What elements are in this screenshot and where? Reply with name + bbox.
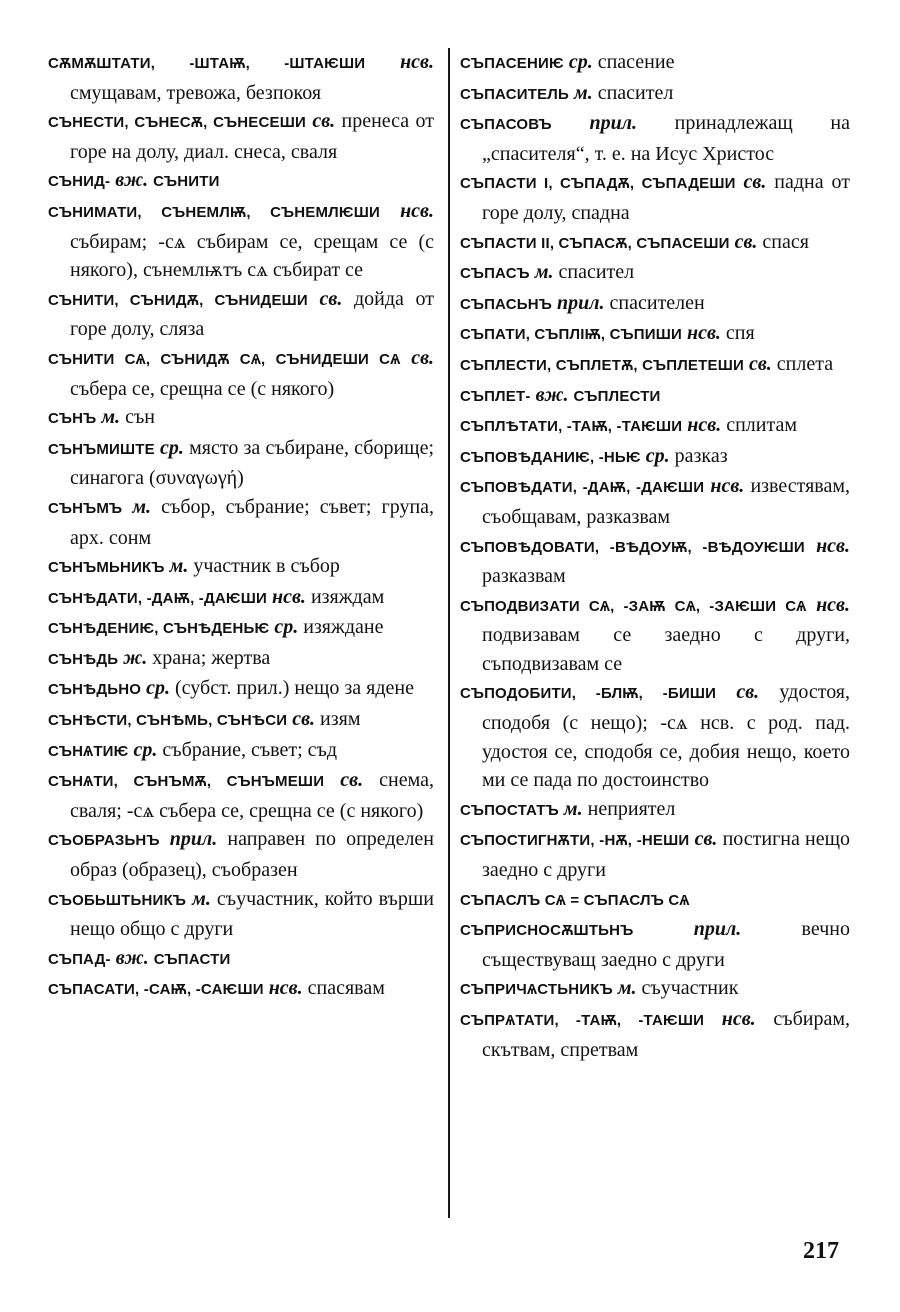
definition: удостоя, сподобя (с нещо); -сѧ нсв. с род. пад. удостоя се, сподобя се, добия нещо, което ми се пада по достоинство (482, 681, 851, 792)
grammar-label: м. (101, 406, 121, 429)
headword: СЪОБЬШТЬНИКЪ (48, 891, 187, 909)
headword: СЪНѢДЕНИѤ, СЪНѢДЕНЬѤ (48, 620, 270, 638)
definition: спасител (558, 261, 635, 284)
grammar-label: нсв. (816, 534, 850, 557)
definition: принадлежащ на „спасителя“, т. е. на Исус Христос (482, 112, 851, 165)
headword: СЪПРИЧѦСТЬНИКЪ (460, 981, 613, 999)
dictionary-entry (48, 285, 434, 344)
grammar-label: прил. (169, 828, 218, 851)
dictionary-entry (460, 289, 850, 320)
grammar-label: нсв. (687, 414, 722, 437)
definition: спасителен (609, 291, 705, 314)
headword: СЪНѢДАТИ, -ДАѬ, -ДАѤШИ (48, 589, 268, 607)
dictionary-entry (48, 974, 434, 1005)
definition: изям (320, 708, 361, 731)
dictionary-entry (48, 197, 434, 285)
dictionary-entry (48, 552, 434, 583)
definition: неприятел (587, 797, 676, 820)
dictionary-entry (48, 107, 434, 166)
grammar-label: св. (694, 828, 718, 851)
headword: СЪНЪМИШТЕ (48, 440, 155, 458)
grammar-label: м. (169, 555, 189, 578)
definition: подвизавам се заедно с други, съподвизавам се (482, 624, 850, 675)
definition: участник в събор (193, 555, 340, 578)
definition: сплета (776, 352, 834, 375)
grammar-label: ср. (274, 616, 299, 639)
headword: СЪНИМАТИ, СЪНЕМЛѬ, СЪНЕМЛѤШИ (48, 203, 380, 221)
definition: разказ (674, 444, 728, 467)
grammar-label: нсв. (268, 977, 303, 1000)
definition: спасение (597, 51, 675, 73)
grammar-label: св. (734, 230, 758, 253)
headword: СЪПЛЕТ- (460, 387, 531, 405)
grammar-label: м. (563, 797, 583, 820)
definition: спасявам (307, 977, 385, 1000)
definition: съучастник (641, 977, 739, 1000)
column-divider (448, 48, 450, 1218)
dictionary-entry (460, 109, 850, 168)
dictionary-entry (460, 258, 850, 289)
dictionary-entry (48, 644, 434, 675)
dictionary-entry (460, 228, 850, 259)
grammar-label: нсв. (400, 199, 434, 222)
definition: вечно съществуващ заедно с други (482, 918, 850, 971)
cross-reference: СЪНИТИ (153, 173, 220, 191)
headword: СЪПАСЕНИѤ (460, 55, 564, 72)
headword: СЪПЛЕСТИ, СЪПЛЕТѪ, СЪПЛЕТЕШИ (460, 356, 744, 374)
grammar-label: ср. (160, 436, 184, 459)
headword: СЪПАТИ, СЪПЛІѬ, СЪПИШИ (460, 326, 682, 344)
dictionary-entry (48, 705, 434, 736)
grammar-label: ср. (645, 444, 670, 467)
grammar-label: вж. (535, 383, 569, 406)
dictionary-entry (48, 766, 434, 825)
definition: събера се, срещна се (с някого) (70, 377, 335, 400)
headword: СЪПАСТИ I, СЪПАДѪ, СЪПАДЕШИ (460, 175, 736, 193)
headword: СЪПРѦТАТИ, -ТАѬ, -ТАѤШИ (460, 1012, 705, 1029)
headword: СѪМѪШТАТИ, -ШТАѬ, -ШТАѤШИ (48, 55, 366, 72)
grammar-label: св. (743, 171, 767, 194)
grammar-label: св. (319, 287, 343, 310)
dictionary-entry (48, 944, 434, 975)
definition: снема, сваля; -сѧ събера се, срещна се (с някого) (70, 769, 435, 822)
definition: постигна нещо заедно с други (482, 828, 851, 882)
grammar-label: прил. (589, 112, 637, 135)
dictionary-entry (460, 885, 850, 916)
dictionary-entry (460, 381, 850, 412)
dictionary-entry (460, 591, 850, 679)
grammar-label: прил. (557, 291, 605, 314)
definition: сплитам (726, 414, 797, 437)
headword: СЪНИТИ СѦ, СЪНИДѪ СѦ, СЪНИДЕШИ СѦ (48, 350, 401, 368)
headword: СЪПАСЪ (460, 265, 530, 283)
cross-reference: СЪПАСТИ (153, 950, 231, 968)
grammar-label: ж. (123, 646, 148, 669)
dictionary-entry (460, 974, 850, 1005)
grammar-label: прил. (693, 918, 742, 941)
grammar-label: св. (292, 708, 316, 731)
definition: (субст. прил.) нещо за ядене (175, 677, 414, 700)
dictionary-entry (460, 795, 850, 826)
dictionary-entry (460, 411, 850, 442)
headword: СЪПАСИТЕЛЬ (460, 85, 570, 103)
definition: събрание, съвет; съд (162, 738, 338, 761)
definition: спася (762, 230, 809, 253)
dictionary-entry (460, 825, 850, 884)
definition: пренеса от горе на долу, диал. снеса, сваля (70, 110, 434, 163)
grammar-label: вж. (115, 169, 149, 192)
definition: смущавам, тревожа, безпокоя (70, 81, 322, 104)
grammar-label: м. (617, 977, 637, 1000)
definition: събирам; -сѧ събирам се, срещам се (с някого), сънемлѭтъ сѧ събират се (70, 230, 434, 282)
definition: събирам, скътвам, спретвам (482, 1008, 851, 1061)
headword: СЪОБРАЗЬНЪ (48, 832, 160, 850)
dictionary-entry (460, 168, 850, 227)
grammar-label: нсв. (710, 475, 745, 498)
dictionary-entry (48, 674, 434, 705)
dictionary-entry (460, 319, 850, 350)
page-number: 217 (803, 1238, 839, 1264)
dictionary-entry (460, 678, 850, 794)
headword: СЪПОСТИГНѪТИ, -НѪ, -НЕШИ (460, 832, 690, 850)
headword: СЪПОВѢДАНИѤ, -НЬѤ (460, 448, 641, 466)
grammar-label: нсв. (400, 51, 434, 73)
headword: СЪПАСТИ II, СЪПАСѪ, СЪПАСЕШИ (460, 234, 730, 252)
headword: СЪНѦТИ, СЪНЪМѪ, СЪНЪМЕШИ (48, 773, 325, 791)
grammar-label: нсв. (272, 585, 306, 608)
cross-reference: СЪПЛЕСТИ (573, 387, 661, 405)
definition: падна от горе долу, спадна (482, 171, 851, 224)
headword: СЪНЪ (48, 410, 97, 428)
grammar-label: нсв. (721, 1008, 756, 1030)
headword: СЪНЪМЪ (48, 499, 123, 517)
dictionary-entry (48, 493, 434, 552)
dictionary-entry (48, 344, 434, 403)
dictionary-entry (48, 434, 434, 493)
headword: СЪПРИСНОСѪШТЬНЪ (460, 922, 634, 940)
headword: СЪНѢСТИ, СЪНѢМЬ, СЪНѢСИ (48, 712, 288, 730)
dictionary-entry (48, 885, 434, 944)
definition: събор, събрание; съвет; група, арх. сонм (70, 495, 435, 549)
right-column (460, 48, 850, 1064)
headword: СЪПОВѢДАТИ, -ДАѬ, -ДАѤШИ (460, 479, 705, 497)
grammar-label: св. (312, 110, 336, 133)
grammar-label: св. (748, 352, 772, 375)
definition: изяждам (310, 585, 385, 608)
grammar-label: ср. (568, 51, 593, 73)
headword: СЪНЕСТИ, СЪНЕСѪ, СЪНЕСЕШИ (48, 114, 306, 132)
dictionary-entry (460, 915, 850, 974)
definition: дойда от горе долу, сляза (70, 287, 434, 341)
headword: СЪНИТИ, СЪНИДѪ, СЪНИДЕШИ (48, 291, 308, 309)
grammar-label: м. (574, 81, 593, 104)
headword: СЪПАСЬНЪ (460, 295, 553, 313)
headword: СЪПОВѢДОВАТИ, -ВѢДОУѬ, -ВѢДОУѤШИ (460, 538, 805, 556)
headword: СЪНИД- (48, 173, 111, 191)
definition: съучастник, който върши нещо общо с други (70, 887, 435, 941)
definition: изяждане (303, 616, 384, 639)
grammar-label: св. (736, 681, 760, 704)
dictionary-entry (48, 583, 434, 614)
dictionary-entry (48, 736, 434, 767)
grammar-label: нсв. (686, 322, 721, 345)
dictionary-entry (48, 825, 434, 884)
dictionary-entry (48, 166, 434, 197)
dictionary-entry (460, 350, 850, 381)
headword: СЪПОДОБИТИ, -БЛѬ, -БИШИ (460, 685, 717, 703)
dictionary-entry (460, 532, 850, 591)
dictionary-entry (460, 472, 850, 531)
definition: спя (725, 322, 755, 345)
dictionary-entry (460, 48, 850, 79)
grammar-label: м. (132, 495, 152, 518)
headword: СЪНЪМЬНИКЪ (48, 559, 165, 577)
grammar-label: нсв. (816, 593, 850, 616)
definition: разказвам (482, 565, 566, 588)
headword: СЪПАСЛЪ СѦ = СЪПАСЛЪ СѦ (460, 891, 690, 909)
headword: СЪНѦТИѤ (48, 742, 129, 760)
dictionary-entry (48, 613, 434, 644)
dictionary-entry (48, 48, 434, 107)
headword: СЪПАСОВЪ (460, 116, 552, 134)
grammar-label: вж. (115, 946, 149, 969)
headword: СЪПАСАТИ, -САѬ, -САѤШИ (48, 981, 264, 999)
definition: сън (125, 406, 155, 429)
grammar-label: ср. (133, 738, 158, 761)
definition: спасител (597, 81, 674, 104)
grammar-label: м. (534, 261, 554, 284)
headword: СЪПАД- (48, 950, 111, 968)
grammar-label: м. (192, 887, 211, 910)
dictionary-entry (460, 1005, 850, 1064)
headword: СЪНѢДЬ (48, 650, 119, 668)
grammar-label: св. (411, 346, 435, 369)
headword: СЪПОДВИЗАТИ СѦ, -ЗАѬ СѦ, -ЗАѤШИ СѦ (460, 597, 807, 615)
definition: направен по определен образ (образец), съобразен (70, 828, 435, 882)
definition: известявам, съобщавам, разказвам (482, 475, 851, 528)
dictionary-entry (460, 79, 850, 110)
definition: място за събиране, сборище; синагога (συναγωγή) (70, 436, 434, 490)
dictionary-entry (460, 442, 850, 473)
dictionary-entry (48, 403, 434, 434)
headword: СЪПЛѢТАТИ, -ТАѬ, -ТАѤШИ (460, 418, 683, 436)
headword: СЪНѢДЬНО (48, 681, 142, 699)
headword: СЪПОСТАТЪ (460, 801, 559, 819)
grammar-label: ср. (146, 677, 171, 700)
grammar-label: св. (340, 769, 364, 792)
definition: храна; жертва (152, 646, 271, 669)
left-column (48, 48, 434, 1005)
